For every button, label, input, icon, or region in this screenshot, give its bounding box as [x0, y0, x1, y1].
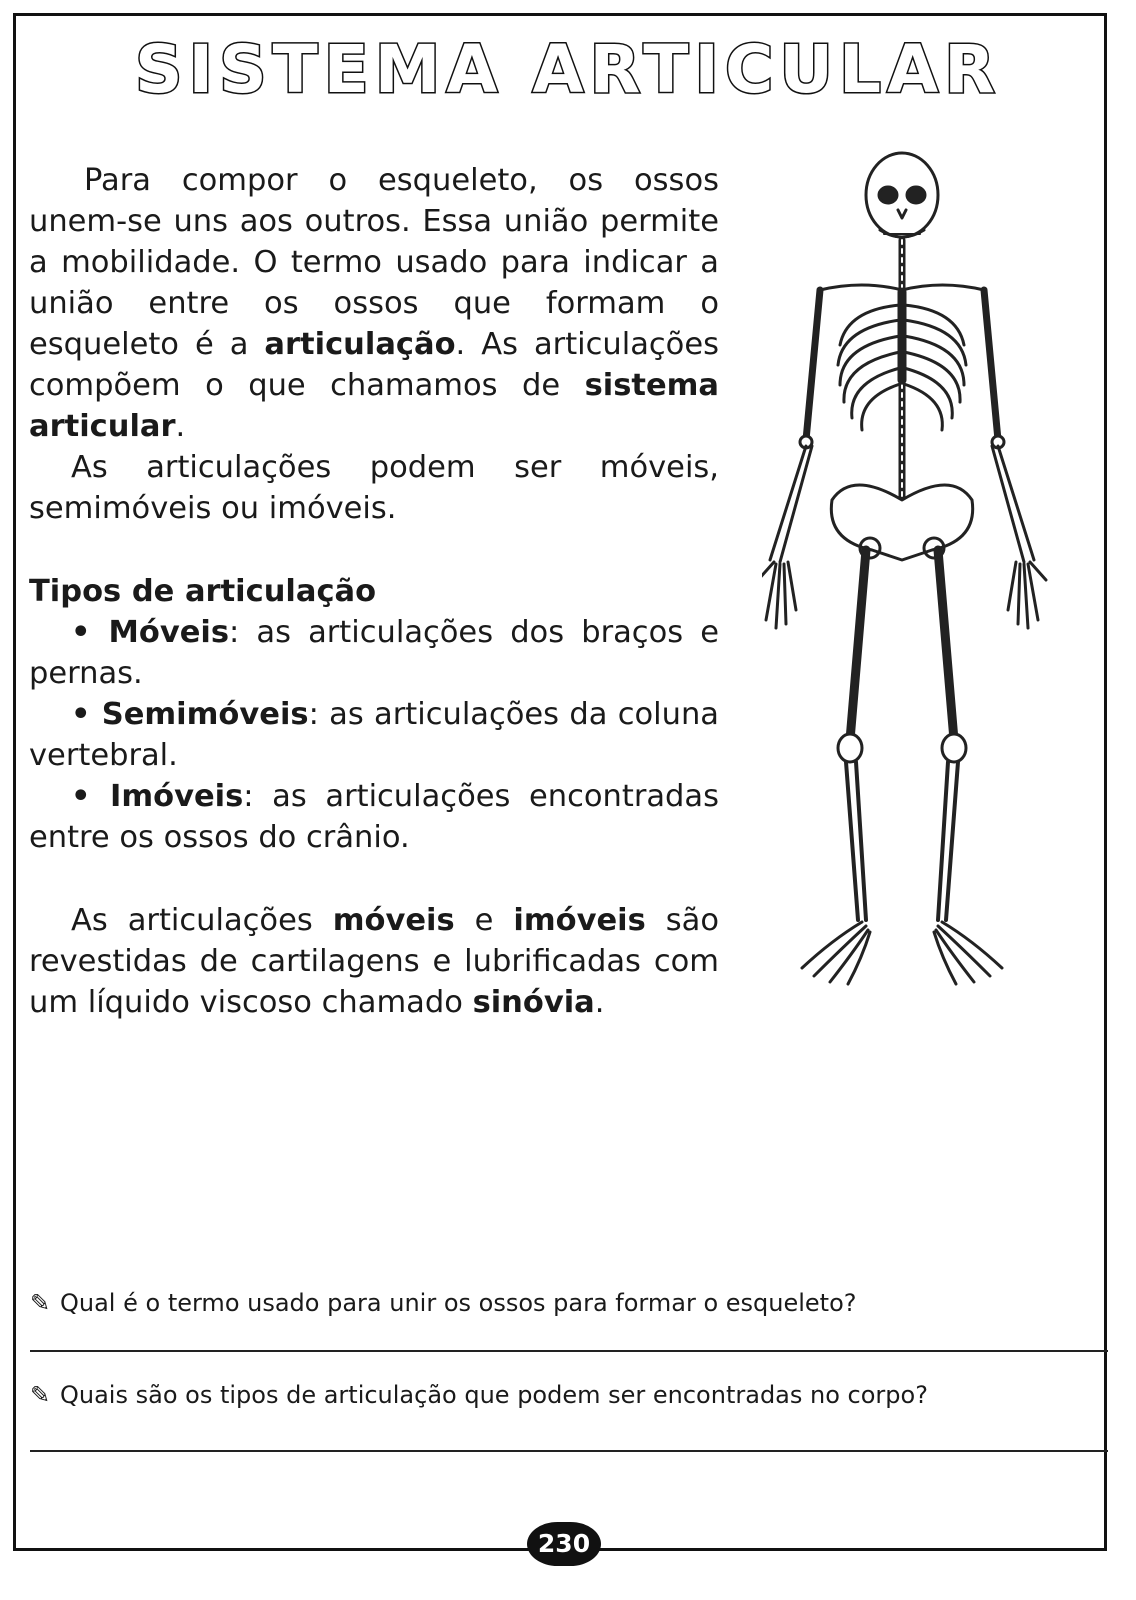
question-1: ✎ Qual é o termo usado para unir os ossos para formar o esqueleto?	[30, 1289, 857, 1317]
list-item: • Móveis: as articulações dos braços e pernas.	[29, 615, 719, 691]
page-title	[0, 22, 1136, 112]
title-text: SISTEMA ARTICULAR	[135, 31, 1001, 108]
skeleton-illustration	[762, 140, 1122, 1010]
page-number: 230	[527, 1522, 601, 1566]
answer-line-2[interactable]	[30, 1450, 1108, 1452]
list-item: • Imóveis: as articulações encontradas entre os ossos do crânio.	[29, 779, 719, 855]
answer-line-1[interactable]	[30, 1350, 1108, 1352]
types-intro-paragraph: As articulações podem ser móveis, semimóveis ou imóveis.	[29, 450, 719, 526]
main-text	[29, 160, 719, 1023]
types-heading: Tipos de articulação	[29, 574, 377, 609]
title-lettering	[118, 22, 1018, 112]
closing-paragraph: As articulações móveis e imóveis são revestidas de cartilagens e lubrificadas com um líquido viscoso chamado sinóvia.	[29, 903, 720, 1020]
pencil-icon: ✎	[30, 1289, 51, 1317]
list-item: • Semimóveis: as articulações da coluna vertebral.	[29, 697, 720, 773]
question-2: ✎ Quais são os tipos de articulação que podem ser encontradas no corpo?	[30, 1381, 928, 1409]
pencil-icon: ✎	[30, 1381, 51, 1409]
intro-paragraph: Para compor o esqueleto, os ossos unem-se uns aos outros. Essa união permite a mobilidade. O termo usado para indicar a união entre os ossos que formam o esqueleto é a articulação. As articulações compõem o que chamamos de sistema articular.	[29, 163, 719, 444]
